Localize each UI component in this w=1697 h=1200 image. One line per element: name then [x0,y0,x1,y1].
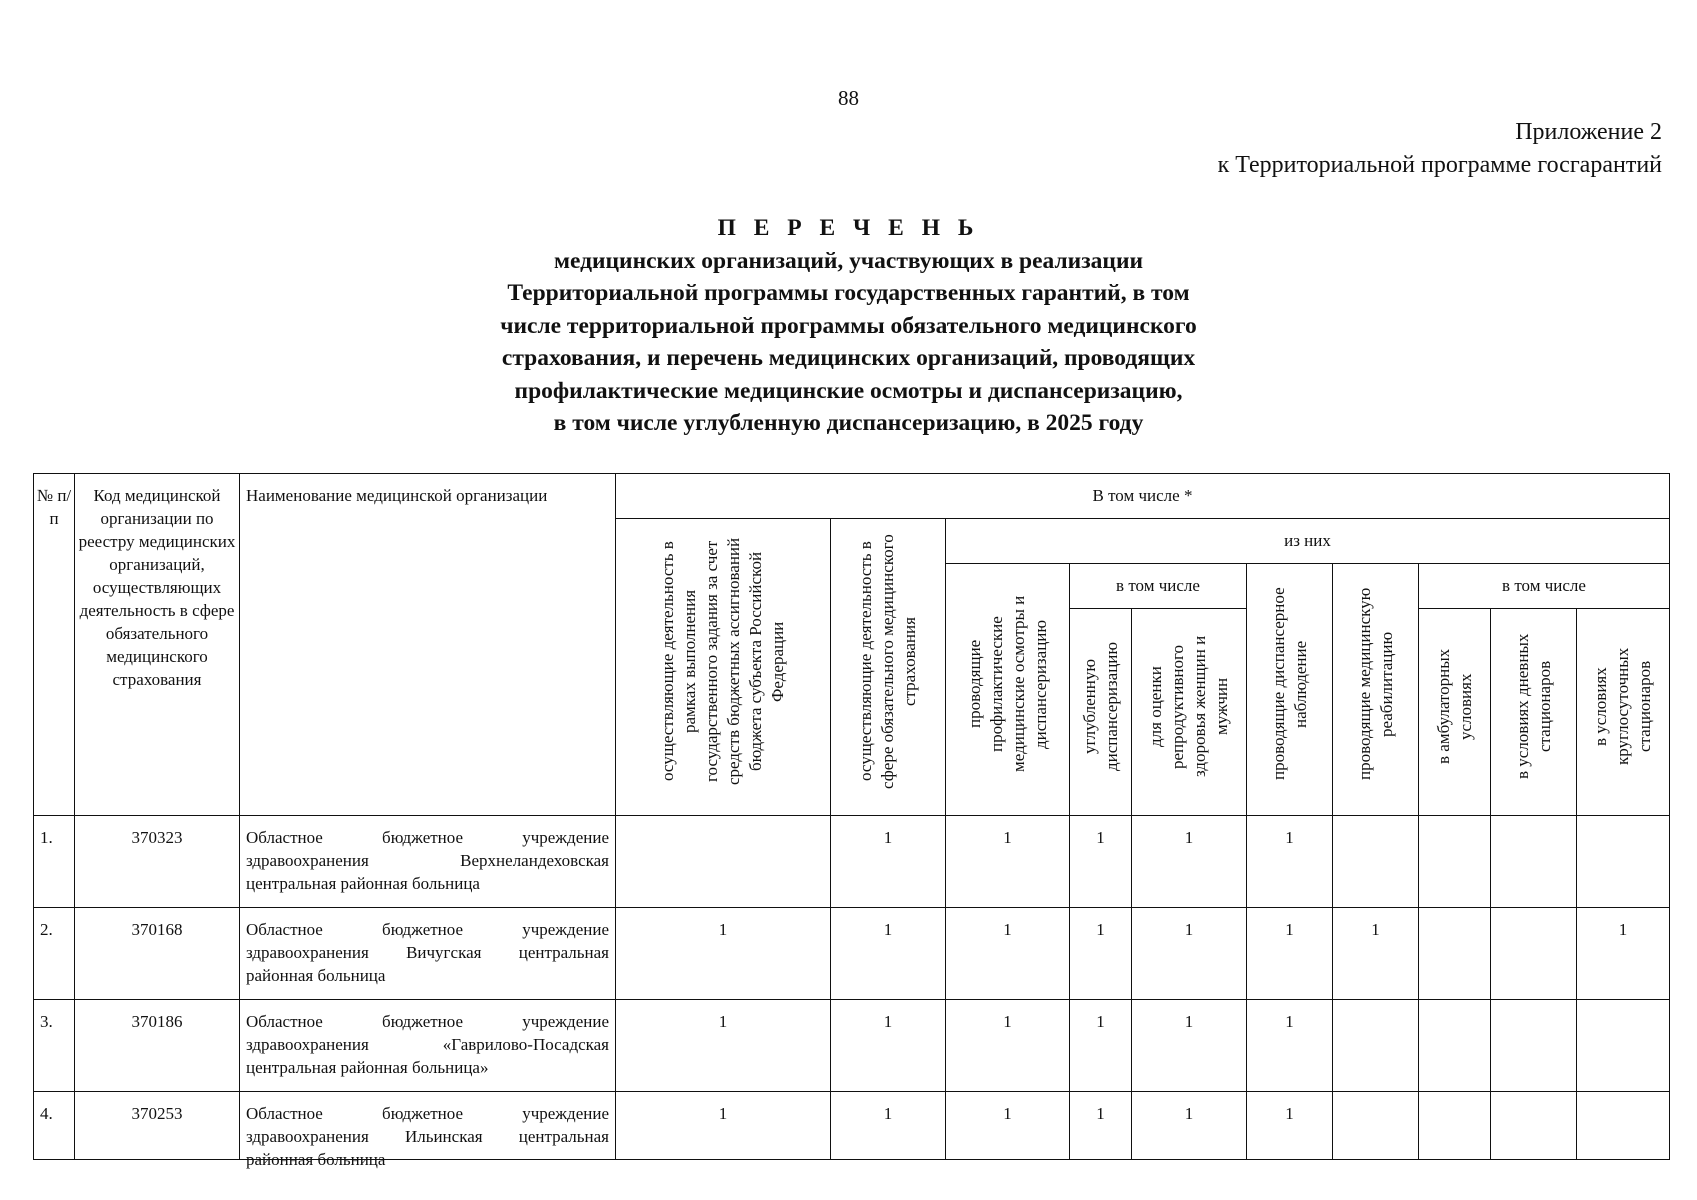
row-num: 4. [34,1092,75,1160]
header-including: В том числе * [616,474,1670,519]
header-budget [616,519,831,816]
row-name [240,1092,616,1169]
cell-deep: 1 [1070,816,1132,908]
cell-ambulatory [1419,908,1491,1000]
header-num: № п/п [34,474,75,816]
row-num: 3. [34,1000,75,1092]
header-deep-text: углубленную диспансеризацию [1079,641,1121,772]
row-name-clip: Областное бюджетное учреждение здравоохранения Ильинская центральная районная больница [246,1104,609,1169]
header-oms-text: осуществляющие деятельность в сфере обязательного медицинского страхования [856,534,919,789]
header-reproductive-text: для оценки репродуктивного здоровья женщин и мужчин [1146,635,1231,778]
cell-day-hospital [1491,1000,1577,1092]
header-day-hospital-text: в условиях дневных стационаров [1512,633,1554,780]
cell-rehab: 1 [1333,908,1419,1000]
cell-ambulatory [1419,1000,1491,1092]
row-name: Областное бюджетное учреждение здравоохранения Вичугская центральная районная больница [240,908,616,1000]
row-name: Областное бюджетное учреждение здравоохранения Верхнеландеховская центральная районная больница [240,816,616,908]
row-num: 2. [34,908,75,1000]
row-num: 1. [34,816,75,908]
header-rehab-text: проводящие медицинскую реабилитацию [1354,587,1396,781]
cell-reproductive: 1 [1132,908,1247,1000]
cell-oms: 1 [831,1092,946,1160]
appendix-line-1: Приложение 2 [1515,119,1662,145]
cell-deep: 1 [1070,1092,1132,1160]
cell-prophylactic: 1 [946,908,1070,1000]
cell-day-hospital [1491,908,1577,1000]
table-row [34,1000,1670,1092]
document-title [0,212,1697,440]
title-line-3: числе территориальной программы обязательного медицинского [500,312,1197,339]
cell-observation: 1 [1247,908,1333,1000]
cell-oms: 1 [831,908,946,1000]
cell-rehab [1333,1092,1419,1160]
cell-prophylactic: 1 [946,1000,1070,1092]
appendix-reference [1218,116,1662,182]
table-row [34,908,1670,1000]
cell-round-clock [1577,816,1670,908]
header-round-clock [1577,609,1670,816]
row-code: 370323 [75,816,240,908]
header-prophylactic [946,564,1070,816]
cell-observation: 1 [1247,1000,1333,1092]
cell-observation: 1 [1247,1092,1333,1160]
title-line-4: страхования, и перечень медицинских организаций, проводящих [501,345,1196,371]
cell-ambulatory [1419,816,1491,908]
row-code: 370186 [75,1000,240,1092]
title-line-2: Территориальной программы государственных гарантий, в том [507,280,1190,306]
header-rehab [1333,564,1419,816]
cell-observation: 1 [1247,816,1333,908]
title-heading: П Е Р Е Ч Е Н Ь [717,215,980,241]
header-of-them: из них [946,519,1670,564]
cell-prophylactic: 1 [946,1092,1070,1160]
header-reproductive [1132,609,1247,816]
cell-budget [616,816,831,908]
cell-ambulatory [1419,1092,1491,1160]
cell-budget: 1 [616,1000,831,1092]
cell-deep: 1 [1070,908,1132,1000]
organizations-table [33,473,1670,1169]
header-budget-text: осуществляющие деятельность в рамках выполнения государственного задания за счет средств бюджетных ассигнований бюджета субъекта Российской Федерации [658,537,787,786]
cell-deep: 1 [1070,1000,1132,1092]
header-observation [1247,564,1333,816]
cell-round-clock: 1 [1577,908,1670,1000]
title-line-6: в том числе углубленную диспансеризацию, в 2025 году [553,410,1144,436]
header-oms [831,519,946,816]
header-name: Наименование медицинской организации [240,474,616,816]
header-prophylactic-text: проводящие профилактические медицинские осмотры и диспансеризацию [964,595,1050,773]
header-round-clock-text: в условиях круглосуточных стационаров [1591,647,1654,766]
row-code: 370253 [75,1092,240,1160]
cell-reproductive: 1 [1132,816,1247,908]
appendix-line-2: к Территориальной программе госгарантий [1217,152,1662,178]
cell-budget: 1 [616,1092,831,1160]
header-code: Код медицинской организации по реестру медицинских организаций, осуществляющих деятельность в сфере обязательного медицинского страхования [75,474,240,816]
title-line-5: профилактические медицинские осмотры и диспансеризацию, [514,377,1183,404]
header-row-1 [34,474,1670,519]
cell-round-clock [1577,1000,1670,1092]
cell-day-hospital [1491,1092,1577,1160]
cell-budget: 1 [616,908,831,1000]
cell-reproductive: 1 [1132,1000,1247,1092]
header-incl-2: в том числе [1419,564,1670,609]
cell-oms: 1 [831,816,946,908]
cell-rehab [1333,816,1419,908]
header-incl-1: в том числе [1070,564,1247,609]
header-ambulatory-text: в амбулаторных условиях [1433,648,1475,765]
header-day-hospital [1491,609,1577,816]
header-observation-text: проводящие диспансерное наблюдение [1268,587,1310,781]
cell-oms: 1 [831,1000,946,1092]
title-line-1: медицинских организаций, участвующих в реализации [553,247,1144,274]
cell-reproductive: 1 [1132,1092,1247,1160]
header-deep [1070,609,1132,816]
cell-round-clock [1577,1092,1670,1160]
header-ambulatory [1419,609,1491,816]
row-code: 370168 [75,908,240,1000]
cell-day-hospital [1491,816,1577,908]
table-row [34,816,1670,908]
cell-prophylactic: 1 [946,816,1070,908]
table-row [34,1092,1670,1160]
cell-rehab [1333,1000,1419,1092]
page-number: 88 [838,86,859,110]
row-name: Областное бюджетное учреждение здравоохранения «Гаврилово-Посадская центральная районная больница» [240,1000,616,1092]
